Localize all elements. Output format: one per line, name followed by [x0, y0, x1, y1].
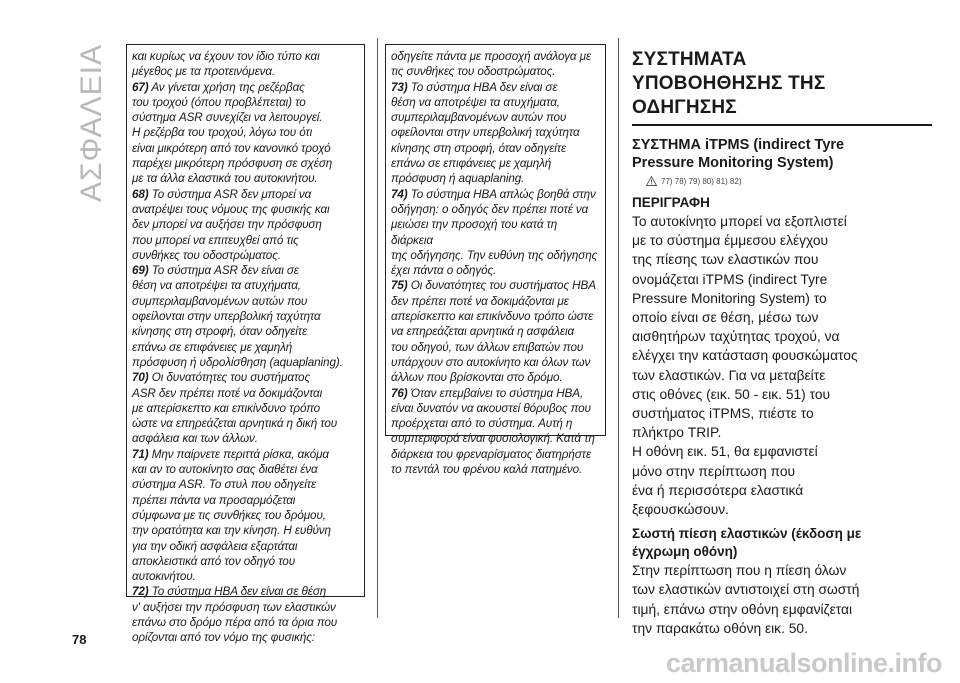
- warning-note: [132, 447, 358, 585]
- warning-note-number: 71): [132, 447, 149, 461]
- warning-note: [132, 584, 358, 645]
- warning-note: [132, 80, 358, 187]
- section-title-rule: [632, 124, 932, 126]
- warning-note-number: 69): [132, 264, 149, 278]
- warning-refs-text: 77) 78) 79) 80) 81) 82): [661, 176, 742, 186]
- warning-note-text: Μην παίρνετε περιττά ρίσκα, ακόμα και αν το αυτοκίνητο σας διαθέτει ένα σύστημα ASR. Το στυλ που οδηγείτε πρέπει πάντα να προσαρμόζεται σύμφωνα με τις συνθήκες του δρόμου, την ορατότητα και την κίνηση. Η ευθύνη για την οδική ασφάλεια εξαρτάται αποκλειστικά από τον οδηγό του αυτοκινήτου.: [132, 447, 331, 584]
- warning-note-number: 72): [132, 585, 149, 599]
- warning-note-text: Το σύστημα HBA δεν είναι σε θέση να αποτρέψει τα ατυχήματα, συμπεριλαμβανομένων αυτών που οφείλονται στην υπερβολική ταχύτητα κίνησης στη στροφή, όταν οδηγείτε επάνω σε επιφάνειες με χαμηλή πρόσφυση ή aquaplaning.: [391, 80, 580, 186]
- warning-note: [132, 370, 358, 446]
- correct-pressure-text: Στην περίπτωση που η πίεση όλων των ελαστικών αντιστοιχεί στη σωστή τιμή, επάνω στην οθόνη εμφανίζεται την παρακάτω οθόνη εικ. 50.: [632, 563, 860, 636]
- driving-assist-section: [632, 48, 917, 638]
- warning-note-text: οδηγείτε πάντα με προσοχή ανάλογα με τις συνθήκες του οδοστρώματος.: [391, 50, 591, 79]
- warning-triangle-icon: [646, 176, 657, 186]
- warning-note-text: Το σύστημα HBA δεν είναι σε θέση ν' αυξήσει την πρόσφυση των ελαστικών επάνω στο δρόμο πέρα από τα όρια που ορίζονται από τον νόμο της φυσικής:: [132, 585, 338, 645]
- warning-note: [391, 187, 599, 279]
- correct-pressure-heading: Σωστή πίεση ελαστικών (έκδοση με έγχρωμη οθόνη): [632, 526, 862, 560]
- warning-note: [132, 49, 358, 80]
- itpms-subtitle: ΣΥΣΤΗΜΑ iTPMS (indirect Tyre Pressure Monitoring System): [632, 137, 845, 171]
- warning-note-number: 68): [132, 187, 149, 201]
- warning-note: [391, 49, 599, 80]
- watermark: carmanualsonline.info: [665, 648, 942, 678]
- warning-note-text: και κυρίως να έχουν τον ίδιο τύπο και μέγεθος με τα προτεινόμενα.: [132, 50, 320, 79]
- warning-notes-box-2: [385, 44, 606, 477]
- warning-note-text: Το σύστημα ASR δεν είναι σε θέση να αποτρέψει τα ατυχήματα, συμπεριλαμβανομένων αυτών που οφείλονται στην υπερβολική ταχύτητα κίνησης στη στροφή, όταν οδηγείτε επάνω σε επιφάνειες με χαμηλή πρόσφυση ή υδρολίσθηση (aquaplaning).: [132, 264, 343, 369]
- warning-notes-box-1: [126, 44, 365, 645]
- warning-note-number: 67): [132, 80, 149, 94]
- warning-notes-list-1: [127, 45, 364, 646]
- warning-note-text: Οι δυνατότητες του συστήματος ASR δεν πρέπει ποτέ να δοκιμάζονται με απερίσκεπτο και επικίνδυνο τρόπο ώστε να επηρεάζεται αρνητικά η δική του ασφάλεια και των άλλων.: [132, 371, 338, 446]
- warning-note-text: Οι δυνατότητες του συστήματος HBA δεν πρέπει ποτέ να δοκιμάζονται με απερίσκεπτο και επικίνδυνο τρόπο ώστε να επηρεάζεται αρνητικά η ασφάλεια του οδηγού, των άλλων επιβατών που υπάρχουν στο αυτοκίνητο και όλων των άλλων που βρίσκονται στο δρόμο.: [391, 279, 596, 385]
- warning-note: [132, 187, 358, 263]
- chapter-side-title-text: ΑΣΦΑΛΕΙΑ: [75, 43, 108, 203]
- column-divider-right: [618, 38, 619, 618]
- section-title: ΣΥΣΤΗΜΑΤΑ ΥΠΟΒΟΗΘΗΣΗΣ ΤΗΣ ΟΔΗΓΗΣΗΣ: [632, 49, 826, 118]
- warning-note-number: 73): [391, 80, 408, 94]
- warning-notes-list-2: [386, 45, 605, 477]
- warning-note-number: 75): [391, 279, 408, 293]
- warning-refs: [646, 176, 917, 186]
- warning-note-number: 74): [391, 187, 408, 201]
- warning-note: [132, 263, 358, 370]
- warning-note-text: Όταν επεμβαίνει το σύστημα HBA, είναι δυνατόν να ακουστεί θόρυβος που προέρχεται από το σύστημα. Αυτή η συμπεριφορά είναι φυσιολογική. Κατά τη διάρκεια του φρεναρίσματος διατηρήστε το πεντάλ του φρένου καλά πατημένο.: [391, 386, 595, 477]
- page-number: 78: [72, 632, 87, 647]
- description-heading: ΠΕΡΙΓΡΑΦΗ: [632, 195, 710, 210]
- warning-note-text: Το σύστημα ASR δεν μπορεί να ανατρέψει τους νόμους της φυσικής και δεν μπορεί να αυξήσει την πρόσφυση που μπορεί να επιτευχθεί από τις συνθήκες του οδοστρώματος.: [132, 187, 330, 262]
- warning-note: [391, 386, 599, 478]
- warning-note-text: Το σύστημα HBA απλώς βοηθά στην οδήγηση: ο οδηγός δεν πρέπει ποτέ να μειώσει την προσοχή του κατά τη διάρκεια της οδήγησης. Την ευθύνη της οδήγησης έχει πάντα ο οδηγός.: [391, 187, 598, 278]
- warning-note-number: 76): [391, 386, 408, 400]
- column-divider-left: [377, 38, 378, 618]
- warning-note-text: Αν γίνεται χρήση της ρεζέρβας του τροχού (όπου προβλέπεται) το σύστημα ASR συνεχίζει να λειτουργεί. Η ρεζέρβα του τροχού, λόγω του ότι είναι μικρότερη από τον κανονικό τροχό παρέχει μικρότερη πρόσφυση σε σχέση με τα άλλα ελαστικά του αυτοκινήτου.: [132, 80, 333, 186]
- description-text: Το αυτοκίνητο μπορεί να εξοπλιστεί με το σύστημα έμμεσου ελέγχου της πίεσης των ελαστικών που ονομάζεται iTPMS (indirect Tyre Pressure Monitoring System) το οποίο είναι σε θέση, μέσω των αισθητήρων ταχύτητας τροχού, να ελέγχει την κατάσταση φουσκώματος των ελαστικών. Για να μεταβείτε στις οθόνες (εικ. 50 - εικ. 51) του συστήματος iTPMS, πιέστε το πλήκτρο TRIP. Η οθόνη εικ. 51, θα εμφανιστεί μόνο στην περίπτωση που ένα ή περισσότερα ελαστικά ξεφουσκώσουν.: [632, 214, 858, 518]
- chapter-side-title: [72, 43, 112, 203]
- warning-note: [391, 278, 599, 385]
- warning-note-number: 70): [132, 371, 149, 385]
- warning-note: [391, 80, 599, 187]
